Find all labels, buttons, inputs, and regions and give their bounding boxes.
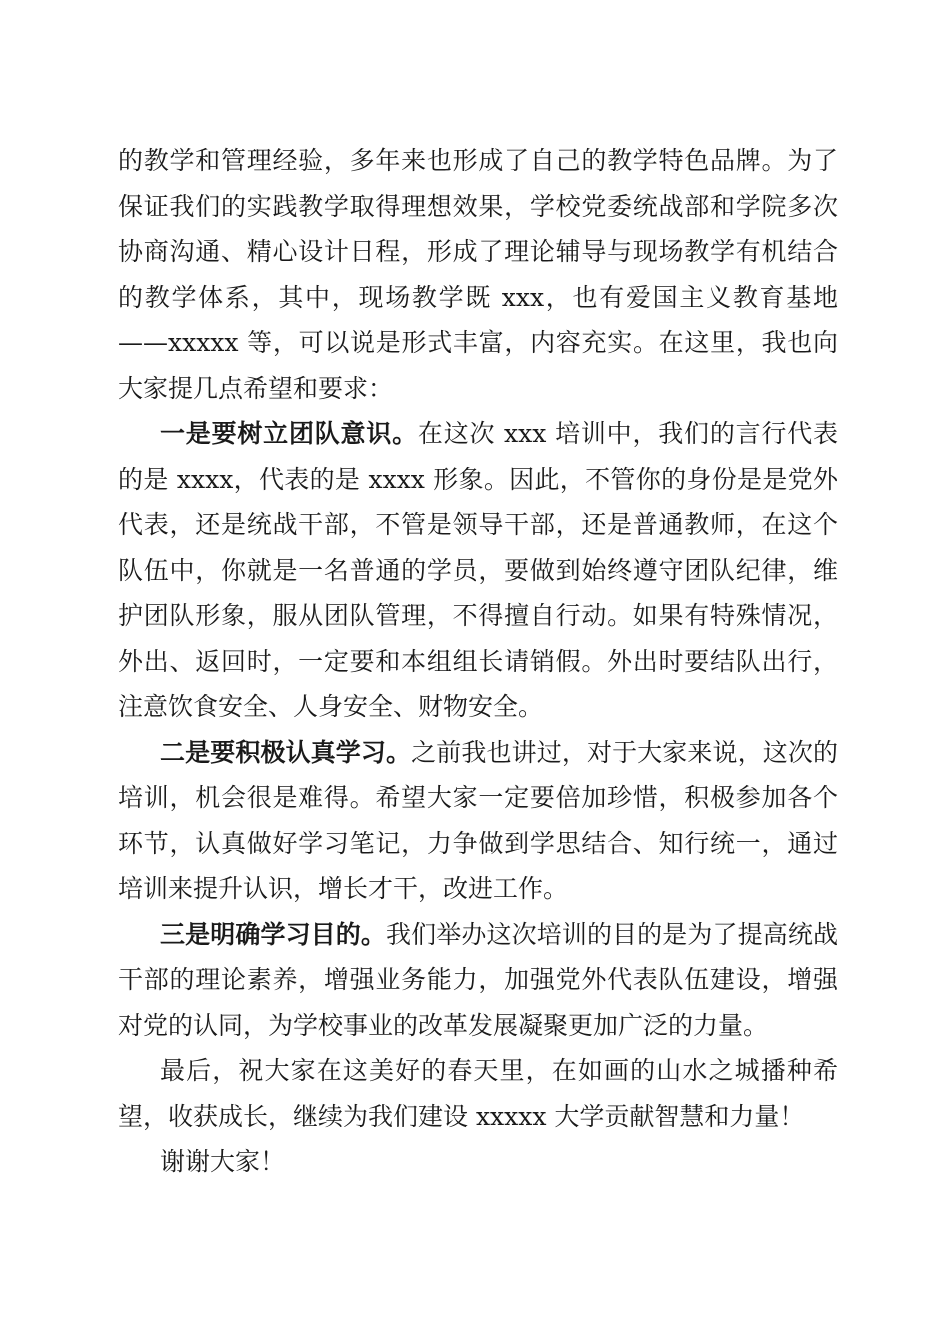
intro-paragraph: 的教学和管理经验，多年来也形成了自己的教学特色品牌。为了保证我们的实践教学取得理想效果，学校党委统战部和学院多次协商沟通、精心设计日程，形成了理论辅导与现场教学有机结合的教学体系，其中，现场教学既 xxx，也有爱国主义教育基地——xxxxx 等，可以说是形式丰富，内容充实。在这里，我也向大家提几点希望和要求：	[118, 146, 838, 403]
document-body	[118, 138, 838, 1185]
point-two-paragraph	[118, 730, 838, 912]
point-two-text: 之前我也讲过，对于大家来说，这次的培训，机会很是难得。希望大家一定要倍加珍惜，积极参加各个环节，认真做好学习笔记，力争做到学思结合、知行统一，通过培训来提升认识，增长才干，改进工作。	[118, 737, 838, 903]
point-two-heading: 二是要积极认真学习。	[160, 737, 412, 767]
point-three-heading: 三是明确学习目的。	[160, 919, 387, 949]
point-one-heading: 一是要树立团队意识。	[160, 419, 418, 448]
point-one-text: 在这次 xxx 培训中，我们的言行代表的是 xxxx，代表的是 xxxx 形象。因此，不管你的身份是是党外代表，还是统战干部，不管是领导干部，还是普通教师，在这个队伍中，你就是一名普通的学员，要做到始终遵守团队纪律，维护团队形象，服从团队管理，不得擅自行动。如果有特殊情况，外出、返回时，一定要和本组组长请销假。外出时要结队出行，注意饮食安全、人身安全、财物安全。	[118, 419, 838, 721]
point-one-paragraph	[118, 411, 838, 730]
closing-paragraph: 最后，祝大家在这美好的春天里，在如画的山水之城播种希望，收获成长，继续为我们建设 xxxxx 大学贡献智慧和力量！	[118, 1056, 838, 1131]
point-three-text: 我们举办这次培训的目的是为了提高统战干部的理论素养，增强业务能力，加强党外代表队伍建设，增强对党的认同，为学校事业的改革发展凝聚更加广泛的力量。	[118, 919, 838, 1040]
thanks-line: 谢谢大家！	[160, 1147, 286, 1176]
point-three-paragraph	[118, 912, 838, 1049]
